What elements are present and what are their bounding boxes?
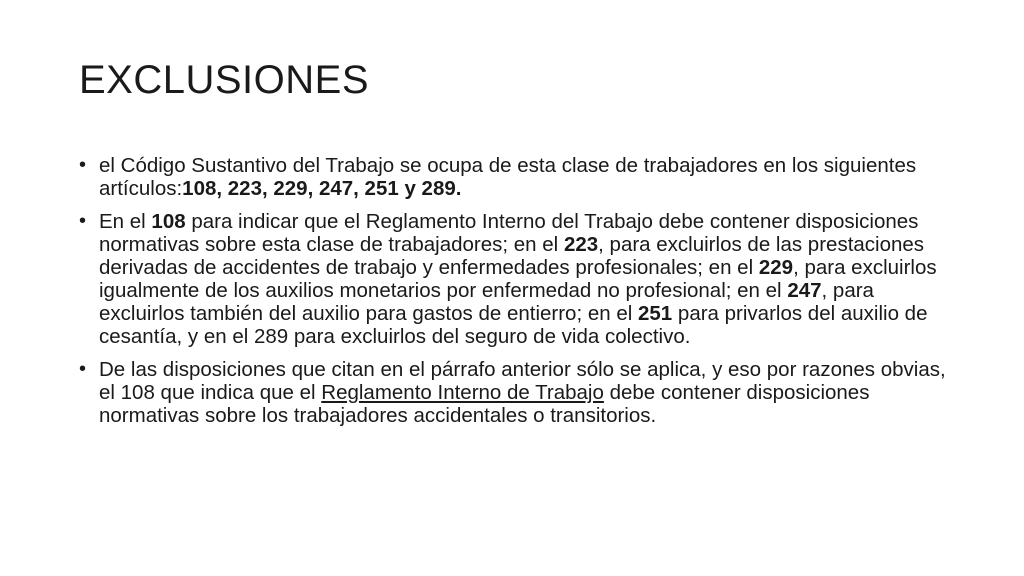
bold-text: 108 [151, 210, 186, 233]
text-segment: el Código Sustantivo del Trabajo se ocupa de esta clase de trabajadores en los siguientes artículos: [99, 154, 917, 200]
text-segment: , para excluirlos igualmente de los auxilios monetarios por enfermedad no profesional; en el [99, 256, 937, 302]
text-segment: , para excluirlos de las prestaciones derivadas de accidentes de trabajo y enfermedades profesionales; en el [99, 233, 925, 279]
underlined-text: Reglamento Interno de Trabajo [321, 381, 604, 404]
bullet-item [79, 358, 959, 427]
bullet-text [99, 210, 937, 348]
bullet-icon: • [79, 358, 87, 380]
bullet-icon: • [79, 210, 87, 232]
text-segment: De las disposiciones que citan en el párrafo anterior sólo se aplica, y eso por razones obvias, el 108 que indica que el [99, 358, 946, 404]
bullet-item [79, 154, 959, 200]
bold-text: 229 [758, 256, 794, 279]
text-segment: En el [99, 210, 152, 233]
bold-text: 251 [638, 302, 673, 325]
bullet-text [99, 358, 946, 427]
slide-title: EXCLUSIONES [79, 58, 370, 102]
bullet-list [79, 154, 959, 437]
bold-text: 223 [563, 233, 599, 256]
text-segment: para indicar que el Reglamento Interno del Trabajo debe contener disposiciones normativas sobre esta clase de trabajadores; en el [99, 210, 919, 256]
text-segment: debe contener disposiciones normativas sobre los trabajadores accidentales o transitorios. [99, 381, 870, 427]
bullet-icon: • [79, 154, 87, 176]
text-segment: para privarlos del auxilio de cesantía, y en el 289 para excluirlos del seguro de vida colectivo. [99, 302, 928, 348]
bold-text: 108, 223, 229, 247, 251 y 289. [182, 177, 462, 200]
bold-text: 247 [787, 279, 822, 302]
text-segment: , para excluirlos también del auxilio para gastos de entierro; en el [99, 279, 874, 325]
bullet-item [79, 210, 959, 348]
bullet-text [99, 154, 916, 200]
